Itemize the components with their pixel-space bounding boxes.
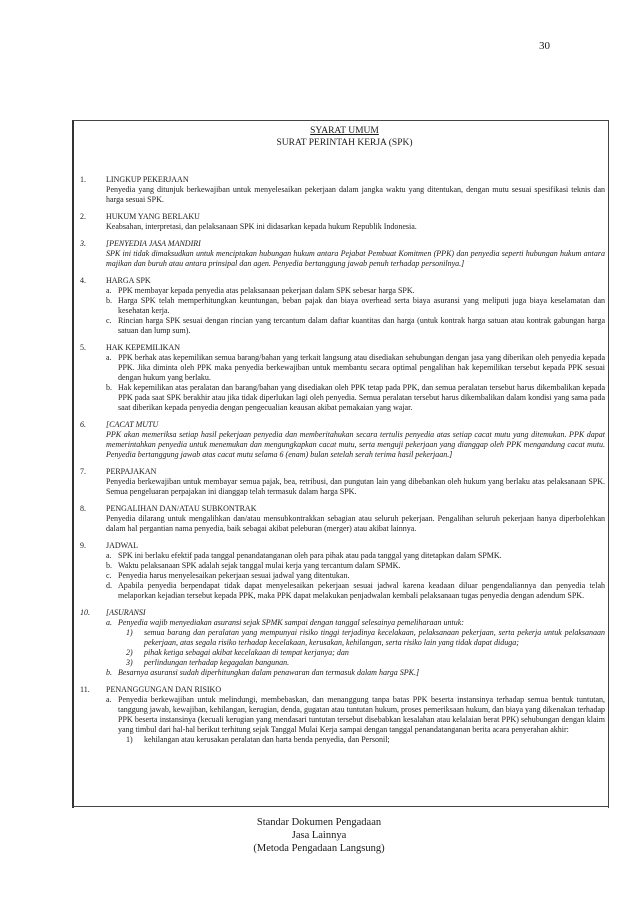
sub-list-item-text: kehilangan atau kerusakan peralatan dan harta benda penyedia, dan Personil; <box>144 735 390 744</box>
list-item-letter: b. <box>106 561 112 570</box>
section-number: 7. <box>80 467 86 476</box>
sub-list-item <box>126 628 605 648</box>
section-heading <box>80 504 605 514</box>
section <box>80 343 605 413</box>
sub-list-item <box>126 658 605 668</box>
section-title: PERPAJAKAN <box>106 467 157 476</box>
list-item-text: Hak kepemilikan atas peralatan dan barang/bahan yang disediakan oleh PPK tetap pada PPK, dan semua peralatan tersebut harus dikembalikan kepada PPK pada saat SPK berakhir atau jika tidak diperlukan lagi oleh penyedia. Semua peralatan tersebut harus dikembalikan dalam kondisi yang sama pada saat diberikan kepada penyedia dengan pengecualian keausan akibat pemakaian yang wajar. <box>118 383 605 412</box>
document-title: SYARAT UMUM <box>310 126 379 136</box>
list-item-text: Penyedia berkewajiban untuk melindungi, membebaskan, dan menanggung tanpa batas PPK beserta instansinya terhadap semua bentuk tuntutan, tanggung jawab, kewajiban, kehilangan, kerugian, denda, gugatan atau tuntutan hukum, proses pemeriksaan hukum, dan biaya yang dikenakan terhadap PPK beserta instansinya (kecuali kerugian yang mendasari tuntutan tersebut disebabkan kesalahan atau kelalaian berat PPK) sehubungan dengan klaim yang timbul dari hal-hal berikut terhitung sejak Tanggal Mulai Kerja sampai dengan tanggal penandatanganan berita acara penyerahan akhir: <box>118 695 605 734</box>
list-item <box>106 561 605 571</box>
section-number: 5. <box>80 343 86 352</box>
section-heading <box>80 608 605 618</box>
section-heading <box>80 276 605 286</box>
document-body <box>80 175 605 752</box>
document-header <box>76 121 613 149</box>
sub-list-item-number: 1) <box>126 628 133 637</box>
footer-line-1: Standar Dokumen Pengadaan <box>256 817 382 828</box>
list-item <box>106 668 605 678</box>
section-heading <box>80 343 605 353</box>
section-number: 11. <box>80 685 90 694</box>
section <box>80 420 605 460</box>
list-item-text: SPK ini berlaku efektif pada tanggal penandatanganan oleh para pihak atau pada tanggal yang ditetapkan dalam SPMK. <box>118 551 502 560</box>
page-footer <box>0 816 638 855</box>
list-item-letter: d. <box>106 581 112 590</box>
sub-list-item-text: perlindungan terhadap kegagalan bangunan. <box>144 658 290 667</box>
list-item <box>106 581 605 601</box>
section-number: 2. <box>80 212 86 221</box>
list-item <box>106 296 605 316</box>
footer-line-3: (Metoda Pengadaan Langsung) <box>253 843 385 854</box>
section <box>80 685 605 745</box>
section <box>80 239 605 269</box>
sub-list-item <box>126 648 605 658</box>
list-item <box>106 695 605 735</box>
section-title: [PENYEDIA JASA MANDIRI <box>106 239 201 248</box>
list-item-text: Apabila penyedia berpendapat tidak dapat menyelesaikan pekerjaan sesuai jadwal karena keadaan diluar pengendaliannya dan penyedia telah melaporkan kejadian tersebut kepada PPK, maka PPK dapat melakukan penjadwalan kembali pelaksanaan tugas penyedia dengan adendum SPK. <box>118 581 605 600</box>
sub-list-item-text: pihak ketiga sebagai akibat kecelakaan di tempat kerjanya; dan <box>144 648 349 657</box>
frame-bottom-rule <box>72 806 609 807</box>
list-item-letter: b. <box>106 668 112 677</box>
section-title: LINGKUP PEKERJAAN <box>106 175 189 184</box>
section-heading <box>80 175 605 185</box>
page-number: 30 <box>539 40 550 52</box>
section-paragraph: PPK akan memeriksa setiap hasil pekerjaan penyedia dan memberitahukan secara tertulis penyedia atas setiap cacat mutu yang ditemukan. PPK dapat memerintahkan penyedia untuk menemukan dan mengungkapkan cacat mutu, serta menguji pekerjaan yang dianggap oleh PPK mengandung cacat mutu. Penyedia bertanggung jawab atas cacat mutu selama 6 (enam) bulan setelah serah terima hasil pekerjaan.] <box>106 430 605 459</box>
section <box>80 175 605 205</box>
section-paragraph: Keabsahan, interpretasi, dan pelaksanaan SPK ini didasarkan kepada hukum Republik Indonesia. <box>106 222 417 231</box>
list-item <box>106 618 605 628</box>
list-item-text: Harga SPK telah memperhitungkan keuntungan, beban pajak dan biaya overhead serta biaya asuransi yang meliputi juga biaya keselamatan dan kesehatan kerja. <box>118 296 605 315</box>
list-item-letter: a. <box>106 618 112 627</box>
section-heading <box>80 239 605 249</box>
section <box>80 467 605 497</box>
list-item-letter: b. <box>106 383 112 392</box>
sub-list-item <box>126 735 605 745</box>
list-item-letter: a. <box>106 695 112 704</box>
list-item-text: Besarnya asuransi sudah diperhitungkan dalam penawaran dan termasuk dalam harga SPK.] <box>118 668 420 677</box>
section <box>80 541 605 601</box>
section-paragraph: Penyedia berkewajiban untuk membayar semua pajak, bea, retribusi, dan pungutan lain yang dibebankan oleh hukum yang berlaku atas pelaksanaan SPK. Semua pengeluaran perpajakan ini dianggap telah termasuk dalam harga SPK. <box>106 477 605 496</box>
document-subtitle: SURAT PERINTAH KERJA (SPK) <box>276 138 413 148</box>
sub-list-item-number: 2) <box>126 648 133 657</box>
list-item-text: Rincian harga SPK sesuai dengan rincian yang tercantum dalam daftar kuantitas dan harga (untuk kontrak harga satuan atau kontrak gabungan harga satuan dan lump sum). <box>118 316 605 335</box>
section-heading <box>80 420 605 430</box>
list-item <box>106 353 605 383</box>
section-number: 4. <box>80 276 86 285</box>
section-number: 8. <box>80 504 86 513</box>
section <box>80 608 605 678</box>
section <box>80 504 605 534</box>
list-item-letter: c. <box>106 571 112 580</box>
sub-list-item-number: 3) <box>126 658 133 667</box>
list-item-text: Waktu pelaksanaan SPK adalah sejak tanggal mulai kerja yang tercantum dalam SPMK. <box>118 561 401 570</box>
section-title: JADWAL <box>106 541 138 550</box>
list-item-text: PPK membayar kepada penyedia atas pelaksanaan pekerjaan dalam SPK sebesar harga SPK. <box>118 286 415 295</box>
section-number: 6. <box>80 420 86 429</box>
list-item <box>106 383 605 413</box>
list-item-letter: c. <box>106 316 112 325</box>
section-number: 9. <box>80 541 86 550</box>
section-number: 10. <box>80 608 90 617</box>
list-item <box>106 551 605 561</box>
section-title: HARGA SPK <box>106 276 151 285</box>
section-title: PENANGGUNGAN DAN RISIKO <box>106 685 222 694</box>
section-title: [CACAT MUTU <box>106 420 159 429</box>
section-paragraph: SPK ini tidak dimaksudkan untuk menciptakan hubungan hukum antara Pejabat Pembuat Komitmen (PPK) dan penyedia seperti hubungan hukum antara majikan dan buruh atau antara prinsipal dan agen. Penyedia bertanggung jawab penuh terhadap personilnya.] <box>106 249 605 268</box>
section-paragraph: Penyedia yang ditunjuk berkewajiban untuk menyelesaikan pekerjaan dalam jangka waktu yang ditentukan, dengan mutu sesuai spesifikasi teknis dan harga sesuai SPK. <box>106 185 605 204</box>
section-number: 3. <box>80 239 86 248</box>
list-item-letter: a. <box>106 353 112 362</box>
sub-list-item-number: 1) <box>126 735 133 744</box>
list-item-text: Penyedia harus menyelesaikan pekerjaan sesuai jadwal yang ditentukan. <box>118 571 350 580</box>
list-item <box>106 286 605 296</box>
section-title: HUKUM YANG BERLAKU <box>106 212 200 221</box>
section-heading <box>80 467 605 477</box>
list-item-letter: a. <box>106 551 112 560</box>
list-item <box>106 316 605 336</box>
list-item-letter: b. <box>106 296 112 305</box>
sub-list-item-text: semua barang dan peralatan yang mempunyai risiko tinggi terjadinya kecelakaan, pelaksanaan pekerjaan, serta pekerja untuk pelaksanaan pekerjaan, atas segala risiko terhadap kecelakaan, kerusakan, kehilangan, serta risiko lain yang tidak dapat diduga; <box>144 628 605 647</box>
section-paragraph: Penyedia dilarang untuk mengalihkan dan/atau mensubkontrakkan sebagian atau seluruh pekerjaan. Pengalihan seluruh pekerjaan hanya diperbolehkan dalam hal pergantian nama penyedia, baik sebagai akibat peleburan (merger) atau akibat lainnya. <box>106 514 605 533</box>
section-title: HAK KEPEMILIKAN <box>106 343 180 352</box>
footer-line-2: Jasa Lainnya <box>291 830 347 841</box>
section-heading <box>80 685 605 695</box>
list-item-text: Penyedia wajib menyediakan asuransi sejak SPMK sampai dengan tanggal selesainya pemeliharaan untuk: <box>118 618 464 627</box>
list-item <box>106 571 605 581</box>
section <box>80 276 605 336</box>
section <box>80 212 605 232</box>
list-item-letter: a. <box>106 286 112 295</box>
list-item-text: PPK berhak atas kepemilikan semua barang/bahan yang terkait langsung atau disediakan sehubungan dengan jasa yang diberikan oleh penyedia kepada PPK. Jika diminta oleh PPK maka penyedia berkewajiban untuk membantu secara optimal pengalihan hak kepemilikan tersebut kepada PPK sesuai dengan hukum yang berlaku. <box>118 353 605 382</box>
section-title: [ASURANSI <box>106 608 146 617</box>
section-title: PENGALIHAN DAN/ATAU SUBKONTRAK <box>106 504 257 513</box>
section-heading <box>80 212 605 222</box>
section-heading <box>80 541 605 551</box>
section-number: 1. <box>80 175 86 184</box>
